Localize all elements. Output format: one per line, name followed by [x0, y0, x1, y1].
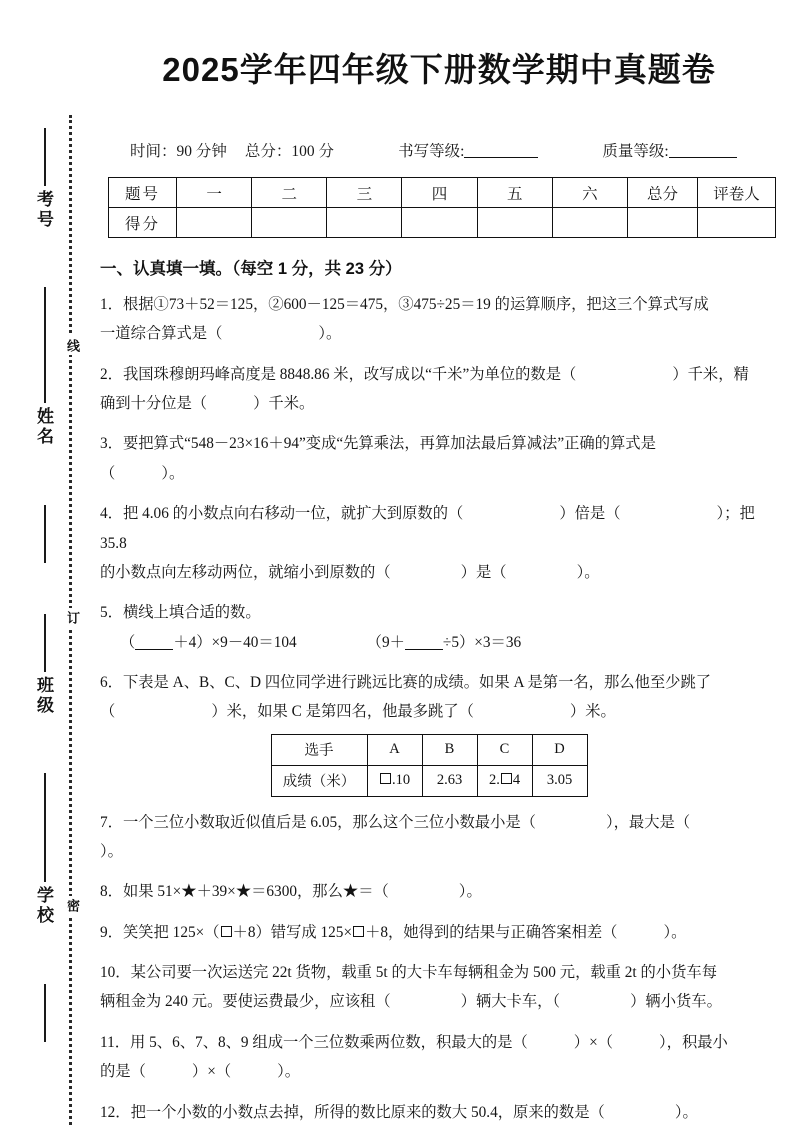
table-row: [109, 178, 776, 208]
seal-label-name: 姓名: [34, 407, 53, 447]
page-title: 2025学年四年级下册数学期中真题卷: [162, 51, 716, 88]
question-6-line2-b: ）米，如果 C 是第四名，他最多跳了（: [211, 703, 474, 721]
jump-table-cell-d: 3.05: [532, 765, 587, 796]
seal-label-exam-number: 考号: [34, 190, 53, 230]
dotted-word-mi: 密: [58, 896, 82, 915]
question-9-line1-d: ）。: [663, 923, 687, 941]
question-6-number: 6．: [100, 673, 123, 691]
jump-table-cell-a-text: .10: [391, 772, 411, 789]
writing-grade-field: [398, 139, 538, 161]
fill-box-icon[interactable]: [501, 773, 512, 784]
question-11-number: 11．: [100, 1033, 131, 1051]
question-7-number: 7．: [100, 813, 123, 831]
score-cell-4[interactable]: [402, 208, 477, 238]
score-table-header-0: 题号: [109, 178, 177, 208]
jump-table-cell-c-suffix: 4: [512, 772, 521, 789]
time-value: 90 分钟: [176, 143, 227, 160]
quality-grade-label: 质量等级:: [602, 143, 669, 160]
jump-table-cell-a[interactable]: [367, 765, 422, 796]
fill-box-icon[interactable]: [380, 773, 391, 784]
score-table-header-5: 五: [477, 178, 552, 208]
question-5-blank-1[interactable]: [135, 634, 173, 649]
question-3-number: 3．: [100, 435, 123, 453]
question-12-line1-b: ）。: [674, 1103, 698, 1121]
question-4-number: 4．: [100, 505, 123, 523]
question-5: [100, 598, 778, 657]
score-table-header-6: 六: [552, 178, 627, 208]
score-table: [108, 177, 776, 238]
table-row: [109, 208, 776, 238]
question-1-line1: 根据①73＋52＝125，②600－125＝475，③475÷25＝19 的运算顺序，把这三个算式写成: [122, 296, 709, 313]
question-2-line2-a: 确到十分位是（: [100, 395, 208, 413]
writing-grade-blank[interactable]: [464, 143, 538, 159]
question-11-line1-c: ），积最小: [659, 1033, 728, 1051]
seal-rule-8: [44, 984, 46, 1042]
section-1-heading: 一、认真填一填。（每空 1 分，共 23 分）: [100, 260, 402, 278]
question-8: [100, 877, 778, 906]
question-1: [100, 290, 778, 349]
question-5-expr1-b: ＋4）×9－40＝104: [173, 633, 297, 651]
question-9-line1-b: ＋8）错写成 125×: [232, 923, 353, 941]
seal-rule-1: [44, 128, 46, 186]
jump-table-header-b: B: [422, 734, 477, 765]
score-table-header-7: 总分: [628, 178, 698, 208]
total-value: 100 分: [291, 143, 335, 160]
question-5-expr1-a: （: [120, 633, 136, 651]
question-11-line1-b: ）×（: [573, 1033, 613, 1051]
question-8-line1-b: ）。: [458, 883, 482, 901]
table-row: [271, 734, 587, 765]
question-9-line1-a: 笑笑把 125×（: [122, 923, 220, 941]
seal-rule-4: [44, 505, 46, 563]
seal-rule-6: [44, 773, 46, 831]
question-10-line2-c: ）辆小货车。: [630, 993, 722, 1011]
question-11-line2-c: ）。: [277, 1063, 301, 1081]
seal-rule-5: [44, 614, 46, 672]
question-8-line1-a: 如果 51×★＋39×★＝6300，那么★＝（: [122, 883, 389, 901]
score-cell-5[interactable]: [477, 208, 552, 238]
total-label: 总分：: [244, 143, 292, 160]
question-3-line2-a: （: [100, 464, 116, 482]
question-4-line2-b: ）是（: [460, 563, 507, 581]
dotted-word-ding: 订: [58, 608, 82, 627]
jump-table-row-label: 成绩（米）: [271, 765, 367, 796]
question-5-expr2-b: ÷5）×3＝36: [442, 633, 522, 651]
seal-label-class: 班级: [34, 676, 53, 716]
quality-grade-blank[interactable]: [669, 143, 737, 159]
question-6-line2-a: （: [100, 703, 116, 721]
seal-rule-2: [44, 287, 46, 345]
score-cell-3[interactable]: [327, 208, 402, 238]
time-field: [130, 139, 227, 161]
exam-page: [92, 0, 800, 1131]
question-5-blank-2[interactable]: [405, 634, 443, 649]
total-score-field: [245, 139, 334, 161]
score-table-header-8: 评卷人: [698, 178, 776, 208]
question-10-line1: 某公司要一次运送完 22t 货物，载重 5t 的大卡车每辆租金为 500 元，载重 2t 的小货车每: [130, 964, 717, 982]
question-12: [100, 1098, 778, 1127]
fill-box-icon[interactable]: [221, 926, 232, 937]
question-10-line2-b: ）辆大卡车，（: [460, 993, 561, 1011]
question-3: [100, 429, 778, 488]
question-6-line2-c: ）米。: [569, 703, 616, 721]
jump-table-cell-c-text: 2.: [488, 772, 500, 789]
score-table-header-1: 一: [177, 178, 252, 208]
question-12-line1-a: 把一个小数的小数点去掉，所得的数比原来的数大 50.4，原来的数是（: [130, 1103, 605, 1121]
jump-table-header-a: A: [367, 734, 422, 765]
question-10-number: 10．: [100, 964, 131, 982]
jump-table-header-0: 选手: [271, 734, 367, 765]
question-5-line1: 横线上填合适的数。: [122, 604, 261, 622]
score-cell-2[interactable]: [252, 208, 327, 238]
quality-grade-field: [602, 139, 736, 161]
question-5-expressions: [100, 634, 521, 651]
writing-grade-label: 书写等级:: [398, 143, 465, 160]
question-5-expr2-a: （9＋: [366, 633, 405, 651]
question-4: [100, 499, 778, 587]
seal-label-school: 学校: [34, 886, 53, 926]
question-11-line1-a: 用 5、6、7、8、9 组成一个三位数乘两位数，积最大的是（: [130, 1033, 528, 1051]
question-1-line2-a: 一道综合算式是（: [100, 325, 223, 343]
score-table-header-4: 四: [402, 178, 477, 208]
score-table-header-3: 三: [327, 178, 402, 208]
question-11: [100, 1028, 778, 1087]
question-9: [100, 918, 778, 947]
question-12-number: 12．: [100, 1103, 131, 1121]
question-2: [100, 360, 778, 419]
score-cell-6[interactable]: [552, 208, 627, 238]
score-table-header-2: 二: [252, 178, 327, 208]
score-cell-1[interactable]: [177, 208, 252, 238]
jump-table-cell-b: 2.63: [422, 765, 477, 796]
question-2-line1-b: ）千米，精: [672, 365, 749, 383]
question-2-line2-b: ）千米。: [253, 395, 315, 413]
jump-table-cell-c[interactable]: [477, 765, 532, 796]
question-11-line2-b: ）×（: [191, 1063, 232, 1081]
question-10-line2-a: 辆租金为 240 元。要使运费最少，应该租（: [100, 993, 391, 1011]
question-7-line1-a: 一个三位小数取近似值后是 6.05，那么这个三位小数最小是（: [122, 813, 536, 831]
exam-info-line: [100, 139, 778, 161]
question-3-line1: 要把算式“548－23×16＋94”变成“先算乘法，再算加法最后算减法”正确的算式是: [122, 435, 656, 453]
question-6: [100, 668, 778, 727]
question-5-number: 5．: [100, 604, 123, 622]
fill-box-icon[interactable]: [353, 926, 364, 937]
score-cell-grader[interactable]: [698, 208, 776, 238]
question-8-number: 8．: [100, 883, 123, 901]
question-3-line2-b: ）。: [161, 464, 185, 482]
question-4-line2-c: ）。: [576, 563, 600, 581]
question-7-line1-c: ）。: [100, 843, 123, 861]
jump-result-table-wrapper: [100, 734, 778, 797]
question-7: [100, 808, 778, 867]
question-2-number: 2．: [100, 365, 123, 383]
score-table-row-label: 得分: [109, 208, 177, 238]
question-9-line1-c: ＋8，她得到的结果与正确答案相差（: [365, 923, 618, 941]
question-1-number: 1．: [100, 296, 123, 313]
seal-rule-3: [44, 345, 46, 403]
question-4-line1-c: ）；把 35.8: [100, 505, 755, 552]
score-cell-total[interactable]: [628, 208, 698, 238]
jump-table-header-c: C: [477, 734, 532, 765]
dotted-word-xian: 线: [58, 336, 82, 355]
table-row: [271, 765, 587, 796]
time-label: 时间：: [130, 143, 177, 160]
question-2-line1-a: 我国珠穆朗玛峰高度是 8848.86 米，改写成以“千米”为单位的数是（: [122, 365, 577, 383]
question-9-number: 9．: [100, 923, 123, 941]
seal-rule-7: [44, 824, 46, 882]
jump-result-table: [271, 734, 588, 797]
jump-table-header-d: D: [532, 734, 587, 765]
seal-band: [0, 0, 92, 1131]
question-6-line1: 下表是 A、B、C、D 四位同学进行跳远比赛的成绩。如果 A 是第一名，那么他至少跳了: [122, 673, 712, 691]
question-4-line1-b: ）倍是（: [559, 505, 621, 523]
question-11-line2-a: 的是（: [100, 1063, 146, 1081]
question-10: [100, 958, 778, 1017]
question-4-line1-a: 把 4.06 的小数点向右移动一位，就扩大到原数的（: [122, 505, 464, 523]
question-1-line2-b: ）。: [318, 325, 342, 343]
question-4-line2-a: 的小数点向左移动两位，就缩小到原数的（: [100, 563, 391, 581]
question-7-line1-b: ），最大是（: [605, 813, 691, 831]
